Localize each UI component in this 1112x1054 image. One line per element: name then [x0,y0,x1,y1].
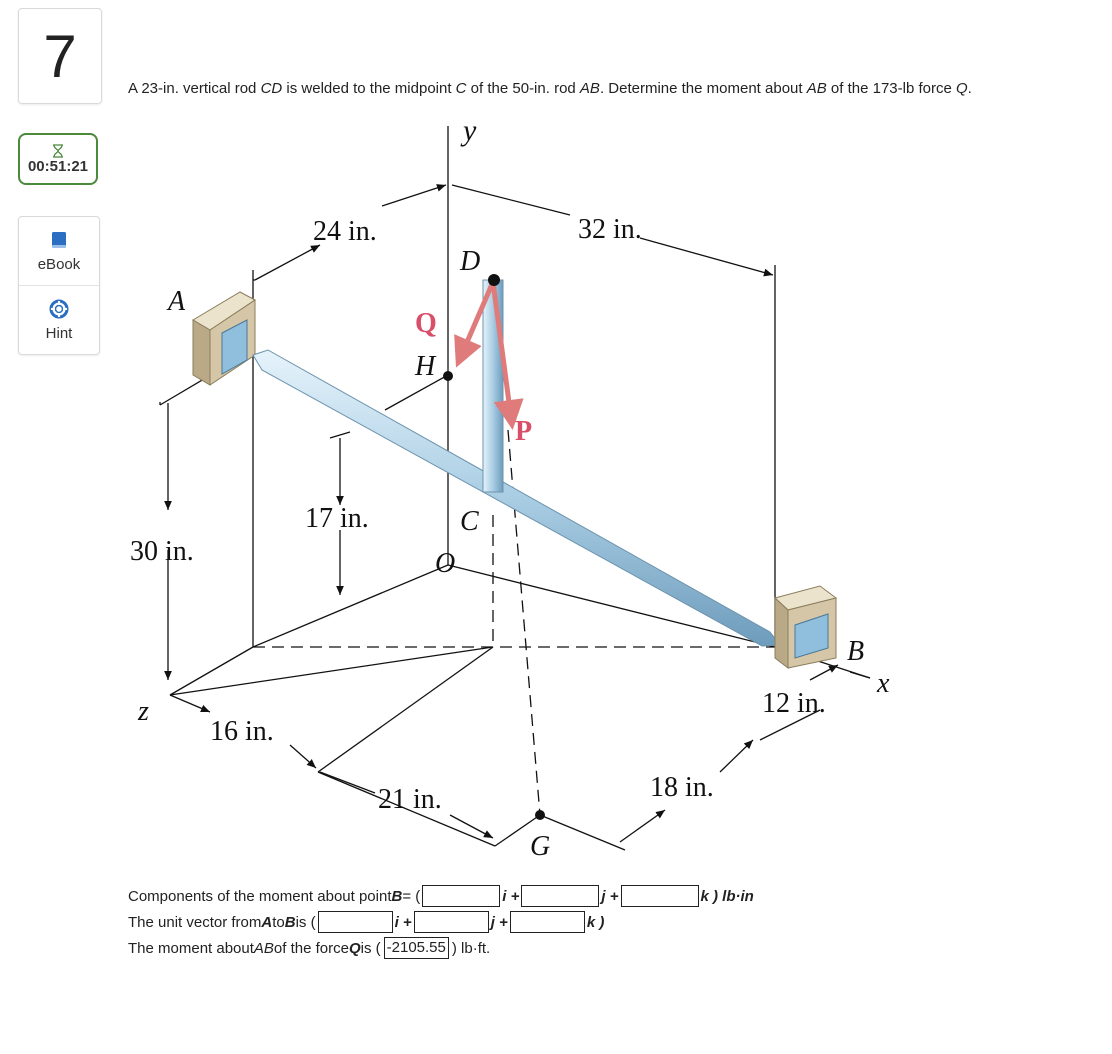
moment-ab-value[interactable]: -2105.55 [384,937,449,959]
answer-line-moment-ab: The moment about AB of the force Q is ( -2105.55 ) lb·ft. [128,937,490,959]
dim-24: 24 in. [313,216,377,247]
unit-vector-i-input[interactable] [318,911,393,933]
dim-30: 30 in. [130,536,194,567]
label-a: A [168,286,186,317]
dim-17: 17 in. [305,503,369,534]
label-g: G [530,831,551,862]
label-q: Q [415,308,437,339]
unit-vector-j-input[interactable] [414,911,489,933]
hint-button[interactable] [19,285,99,354]
label-o: O [435,548,456,579]
dim-18: 18 in. [650,772,714,803]
book-icon [49,230,69,250]
answer-line-unit-vector: The unit vector from A to B is ( i + j + k ) [128,911,604,933]
bracket-a [193,292,255,385]
dim-21: 21 in. [378,784,442,815]
label-d: D [460,246,481,277]
hint-label: Hint [45,324,73,342]
bracket-b [775,586,836,668]
lifebuoy-icon [49,299,69,319]
timer-text: 00:51:21 [27,157,89,175]
label-b: B [847,636,865,667]
rod-cd [483,280,503,492]
question-prompt: A 23-in. vertical rod CD is welded to the midpoint C of the 50-in. rod AB. Determine the moment about AB of the 173-lb force Q. [128,80,972,97]
timer[interactable] [18,133,98,185]
label-z: z [138,696,149,727]
label-y: y [463,120,477,147]
point-g [535,810,545,820]
ebook-button[interactable] [19,217,99,285]
point-d [488,274,500,286]
answer-line-moment-b: Components of the moment about point B = ( i + j + k ) lb·in [128,885,754,907]
moment-b-k-input[interactable] [621,885,699,907]
point-h [443,371,453,381]
hourglass-icon [52,144,64,158]
question-number: 7 [18,8,102,104]
moment-b-i-input[interactable] [422,885,500,907]
moment-b-j-input[interactable] [521,885,599,907]
dim-12: 12 in. [762,688,826,719]
ebook-label: eBook [37,255,81,273]
rod-ab [253,350,780,646]
unit-vector-k-input[interactable] [510,911,585,933]
label-h: H [415,351,436,382]
dim-32: 32 in. [578,214,642,245]
label-x: x [877,668,890,699]
dim-16: 16 in. [210,716,274,747]
rod-diagram [120,120,900,865]
label-p: P [515,416,533,447]
label-c: C [460,506,479,537]
tool-panel [18,216,100,355]
